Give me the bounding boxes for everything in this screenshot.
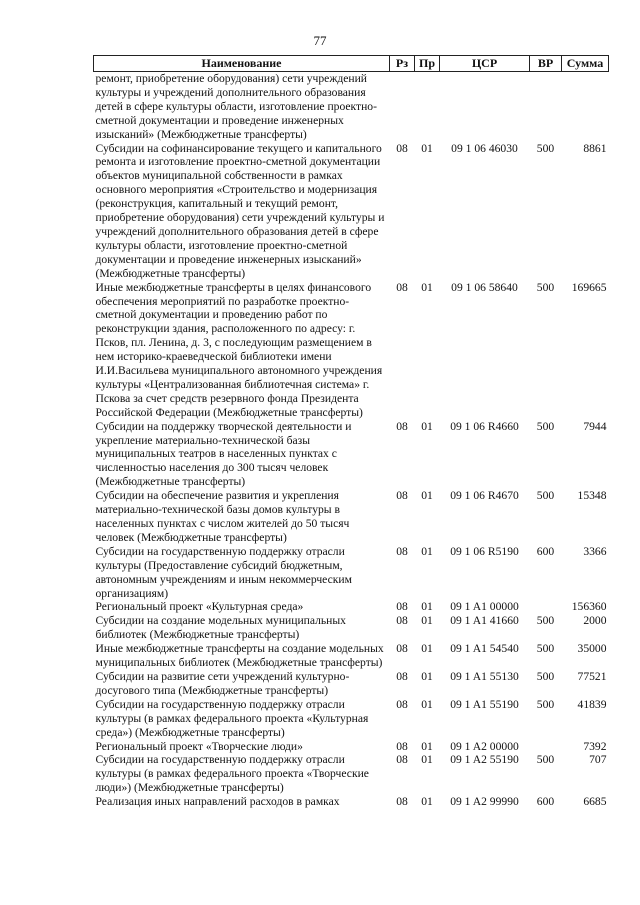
cell-pr: 01: [421, 141, 433, 155]
cell-rz: 08: [396, 642, 408, 656]
cell-pr: 01: [421, 697, 433, 711]
cell-pr: 01: [421, 280, 433, 294]
cell-name: Региональный проект «Культурная среда»: [95, 600, 304, 614]
header-vr: ВР: [530, 56, 562, 72]
cell-name: Иные межбюджетные трансферты на создание модельных муниципальных библиотек (Межбюджетные трансферты): [95, 642, 384, 670]
cell-rz: 08: [396, 419, 408, 433]
table-row: [94, 545, 609, 601]
cell-csr: 09 1 A1 00000: [450, 600, 519, 614]
cell-sum: 156360: [571, 600, 607, 614]
table-row: [94, 142, 609, 281]
header-pr: Пр: [415, 56, 440, 72]
header-csr: ЦСР: [440, 56, 530, 72]
cell-rz: 08: [396, 739, 408, 753]
cell-pr: [415, 72, 440, 142]
cell-csr: 09 1 06 R4660: [450, 419, 519, 433]
cell-csr: [440, 72, 530, 142]
cell-vr: 500: [536, 753, 555, 767]
budget-table: [93, 55, 609, 809]
cell-vr: 500: [536, 642, 555, 656]
cell-pr: 01: [421, 739, 433, 753]
cell-rz: 08: [396, 614, 408, 628]
cell-csr: 09 1 06 R4670: [450, 489, 519, 503]
cell-sum: 3366: [583, 544, 607, 558]
cell-sum: 35000: [577, 642, 607, 656]
cell-vr: [530, 740, 562, 754]
table-row: [94, 420, 609, 490]
cell-csr: 09 1 A1 41660: [450, 614, 519, 628]
cell-rz: 08: [396, 697, 408, 711]
cell-csr: 09 1 A2 99990: [450, 795, 519, 809]
cell-sum: 169665: [571, 280, 607, 294]
cell-pr: 01: [421, 642, 433, 656]
table-row: [94, 670, 609, 698]
cell-vr: 500: [536, 280, 555, 294]
cell-vr: 500: [536, 141, 555, 155]
table-row: [94, 698, 609, 740]
cell-pr: 01: [421, 544, 433, 558]
cell-sum: 8861: [583, 141, 607, 155]
table-row: [94, 614, 609, 642]
table-row: [94, 795, 609, 809]
cell-csr: 09 1 06 58640: [451, 280, 518, 294]
cell-vr: 500: [536, 489, 555, 503]
cell-sum: [562, 72, 609, 142]
table-row: [94, 740, 609, 754]
table-row: [94, 600, 609, 614]
cell-pr: 01: [421, 795, 433, 809]
cell-vr: [530, 600, 562, 614]
cell-rz: 08: [396, 753, 408, 767]
cell-name: Субсидии на развитие сети учреждений культурно-досугового типа (Межбюджетные трансферты): [95, 669, 350, 697]
cell-csr: 09 1 06 46030: [451, 141, 518, 155]
cell-name: Региональный проект «Творческие люди»: [95, 739, 303, 753]
cell-pr: 01: [421, 489, 433, 503]
cell-rz: [390, 72, 415, 142]
header-rz: Рз: [390, 56, 415, 72]
cell-pr: 01: [421, 753, 433, 767]
header-sum: Сумма: [562, 56, 609, 72]
table-row: [94, 642, 609, 670]
cell-sum: 707: [589, 753, 607, 767]
cell-sum: 77521: [577, 669, 607, 683]
cell-pr: 01: [421, 419, 433, 433]
cell-name: ремонт, приобретение оборудования) сети учреждений культуры и учреждений дополнительного образования детей в сфере культуры области, изготовление проектно-сметной документации и проведение инженерных изысканий» (Межбюджетные трансферты): [95, 72, 377, 141]
cell-name: Субсидии на государственную поддержку отрасли культуры (в рамках федерального проекта «Культурная среда») (Межбюджетные трансферты): [95, 697, 369, 739]
cell-rz: 08: [396, 795, 408, 809]
table-header-row: [94, 56, 609, 72]
cell-csr: 09 1 A2 55190: [450, 753, 519, 767]
cell-csr: 09 1 A2 00000: [450, 739, 519, 753]
cell-vr: 500: [536, 669, 555, 683]
cell-rz: 08: [396, 600, 408, 614]
cell-name: Иные межбюджетные трансферты в целях финансового обеспечения мероприятий по разработке проектно-сметной документации и проведению работ по реконструкции здания, расположенного по адресу: г. Псков, пл. Ленина, д. 3, с последующим размещением в нем историко-краеведческой библиотеки имени И.И.Васильева муниципального автономного учреждения культуры «Централизованная библиотечная система» г. Пскова за счет средств резервного фонда Президента Российской Федерации (Межбюджетные трансферты): [95, 280, 383, 419]
table-row: [94, 489, 609, 545]
cell-csr: 09 1 A1 54540: [450, 642, 519, 656]
cell-pr: 01: [421, 600, 433, 614]
cell-sum: 7944: [583, 419, 607, 433]
cell-csr: 09 1 A1 55190: [450, 697, 519, 711]
cell-sum: 6685: [583, 795, 607, 809]
cell-vr: 500: [536, 419, 555, 433]
table-row: [94, 753, 609, 795]
cell-name: Субсидии на софинансирование текущего и капитального ремонта и изготовление проектно-сметной документации объектов муниципальной собственности в рамках основного мероприятия «Строительство и модернизация (реконструкция, капитальный и текущий ремонт, приобретение оборудования) сети учреждений культуры и учреждений дополнительного образования детей в сфере культуры области, изготовление проектно-сметной документации и проведение инженерных изысканий» (Межбюджетные трансферты): [95, 141, 385, 280]
table-row: [94, 72, 609, 142]
cell-rz: 08: [396, 669, 408, 683]
cell-name: Субсидии на государственную поддержку отрасли культуры (в рамках федерального проекта «Творческие люди») (Межбюджетные трансферты): [95, 753, 369, 795]
header-name: Наименование: [94, 56, 390, 72]
cell-sum: 15348: [577, 489, 607, 503]
cell-name: Реализация иных направлений расходов в рамках: [95, 795, 340, 809]
cell-csr: 09 1 06 R5190: [450, 544, 519, 558]
cell-vr: 500: [536, 697, 555, 711]
cell-pr: 01: [421, 669, 433, 683]
cell-csr: 09 1 A1 55130: [450, 669, 519, 683]
cell-sum: 41839: [577, 697, 607, 711]
cell-name: Субсидии на государственную поддержку отрасли культуры (Предоставление субсидий бюджетным, автономным учреждениям и иным некоммерческим организациям): [95, 544, 352, 600]
cell-rz: 08: [396, 141, 408, 155]
cell-rz: 08: [396, 489, 408, 503]
cell-sum: 2000: [583, 614, 607, 628]
cell-name: Субсидии на обеспечение развития и укрепления материально-технической базы домов культуры в населенных пунктах с числом жителей до 50 тысяч человек (Межбюджетные трансферты): [95, 489, 350, 544]
cell-pr: 01: [421, 614, 433, 628]
cell-name: Субсидии на поддержку творческой деятельности и укрепление материально-технической базы муниципальных театров в населенных пунктах с численностью населения до 300 тысяч человек (Межбюджетные трансферты): [95, 419, 352, 489]
cell-vr: [530, 72, 562, 142]
table-row: [94, 281, 609, 420]
cell-sum: 7392: [583, 739, 607, 753]
cell-vr: 600: [536, 795, 555, 809]
page-number: 77: [313, 33, 327, 48]
cell-name: Субсидии на создание модельных муниципальных библиотек (Межбюджетные трансферты): [95, 614, 346, 642]
cell-vr: 500: [536, 614, 555, 628]
cell-vr: 600: [536, 544, 555, 558]
cell-rz: 08: [396, 544, 408, 558]
cell-rz: 08: [396, 280, 408, 294]
